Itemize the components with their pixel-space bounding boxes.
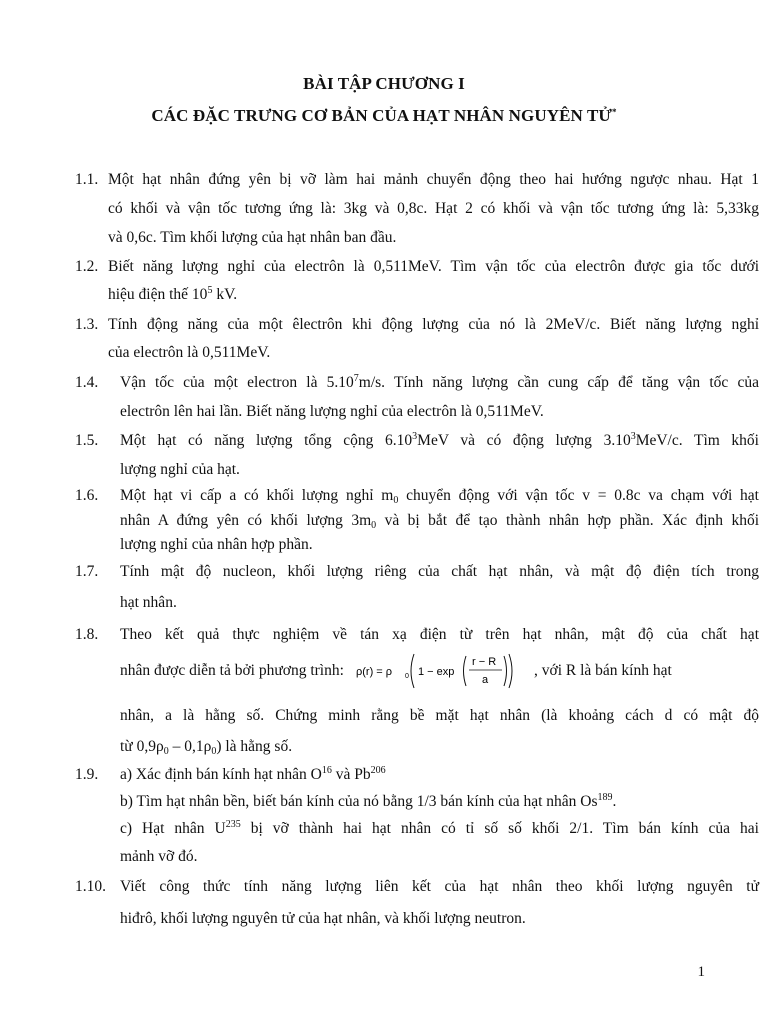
problem-text: hạt nhân.: [120, 594, 177, 611]
problem-number: 1.9.: [75, 766, 99, 783]
subtitle-text: CÁC ĐẶC TRƯNG CƠ BẢN CỦA HẠT NHÂN NGUYÊN TỬ: [151, 106, 613, 125]
problem-number: 1.6.: [75, 487, 99, 504]
problem-part-c: c) Hạt nhân $U^{235}$ bị vỡ thành hai hạt nhân có tỉ số số khối 2/1. Tìm bán kính của hai: [120, 819, 759, 837]
problem-text: Theo kết quả thực nghiệm về tán xạ điện từ trên hạt nhân, mật độ của chất hạt: [120, 626, 759, 643]
problem-part-b: b) Tìm hạt nhân bền, biết bán kính của nó bằng 1/3 bán kính của hạt nhân Os$^{189}$.: [120, 792, 617, 810]
page-title: BÀI TẬP CHƯƠNG I: [303, 74, 465, 93]
problem-text: electrôn lên hai lần. Biết năng lượng nghỉ của electrôn là 0,511MeV.: [120, 403, 544, 420]
problem-text: nhân, a là hằng số. Chứng minh rằng bề mặt hạt nhân (là khoảng cách d có mật độ: [120, 707, 759, 724]
problem-number: 1.10.: [75, 878, 106, 895]
problem-number: 1.8.: [75, 626, 99, 643]
problem-text: và 0,6c. Tìm khối lượng của hạt nhân ban đầu.: [108, 229, 397, 246]
problem-text: Viết công thức tính năng lượng liên kết của hạt nhân theo khối lượng nguyên tử: [120, 878, 759, 895]
problem-text: hiệu điện thế $10^5$ kV.: [108, 285, 238, 303]
problem-number: 1.1.: [75, 171, 99, 188]
problem-text: nhân A đứng yên có khối lượng $3m_0$ và bị bắt để tạo thành nhân hợp phần. Xác định khối: [120, 512, 759, 531]
problem-text: Tính động năng của một êlectrôn khi động lượng của nó là 2MeV/c. Biết năng lượng nghỉ: [108, 316, 759, 333]
problem-text: lượng nghỉ của hạt.: [120, 461, 240, 478]
svg-text:1 − exp: 1 − exp: [418, 666, 455, 678]
svg-text:a: a: [482, 674, 489, 686]
problem-text: Tính mật độ nucleon, khối lượng riêng của chất hạt nhân, và mật độ điện tích trong: [120, 563, 759, 580]
problem-number: 1.2.: [75, 258, 99, 275]
problem-text: từ $0,9\rho_0 - 0,1\rho_0$) là hằng số.: [120, 738, 293, 757]
problem-text: mảnh vỡ đó.: [120, 848, 198, 865]
problem-number: 1.3.: [75, 316, 99, 333]
problem-number: 1.7.: [75, 563, 99, 580]
problem-text: Một hạt nhân đứng yên bị vỡ làm hai mảnh chuyển động theo hai hướng ngược nhau. Hạt 1: [108, 171, 759, 188]
problem-text: lượng nghỉ của nhân hợp phần.: [120, 536, 313, 553]
svg-text:r − R: r − R: [472, 656, 497, 668]
subtitle-footnote-mark: *: [612, 107, 617, 117]
problem-text: Một hạt vi cấp a có khối lượng nghỉ $m_0$ chuyển động với vận tốc v = 0.8c va chạm với hạt: [120, 487, 759, 506]
density-formula: [356, 650, 511, 690]
svg-text:0: 0: [405, 673, 409, 680]
problem-text: Một hạt có năng lượng tổng cộng 6.10$^3$MeV và có động lượng 3.10$^3$MeV/c. Tìm khối: [120, 431, 759, 449]
formula-lhs: ρ(r) = ρ: [356, 666, 393, 678]
problem-text: của electrôn là 0,511MeV.: [108, 344, 271, 361]
problem-text: có khối và vận tốc tương ứng là: 3kg và 0,8c. Hạt 2 có khối và vận tốc tương ứng là: 5,33kg: [108, 200, 759, 217]
page-subtitle: [0, 106, 768, 126]
problem-text: Biết năng lượng nghỉ của electrôn là 0,511MeV. Tìm vận tốc của electrôn được gia tốc dưới: [108, 258, 759, 275]
problem-text-with-formula: nhân được diễn tả bởi phương trình: ρ(r) = ρ 0 1 − exp r − R a , với R là bán kính hạt: [120, 650, 759, 692]
problem-text: hiđrô, khối lượng nguyên tử của hạt nhân, và khối lượng neutron.: [120, 910, 526, 927]
problem-text: Vận tốc của một electron là 5.10$^7$m/s. Tính năng lượng cần cung cấp để tăng vận tốc của: [120, 373, 760, 391]
problem-number: 1.5.: [75, 432, 99, 449]
page-number: 1: [697, 964, 705, 980]
problem-number: 1.4.: [75, 374, 99, 391]
problem-part-a: a) Xác định bán kính hạt nhân $O^{16}$ và Pb$^{206}$: [120, 765, 386, 783]
